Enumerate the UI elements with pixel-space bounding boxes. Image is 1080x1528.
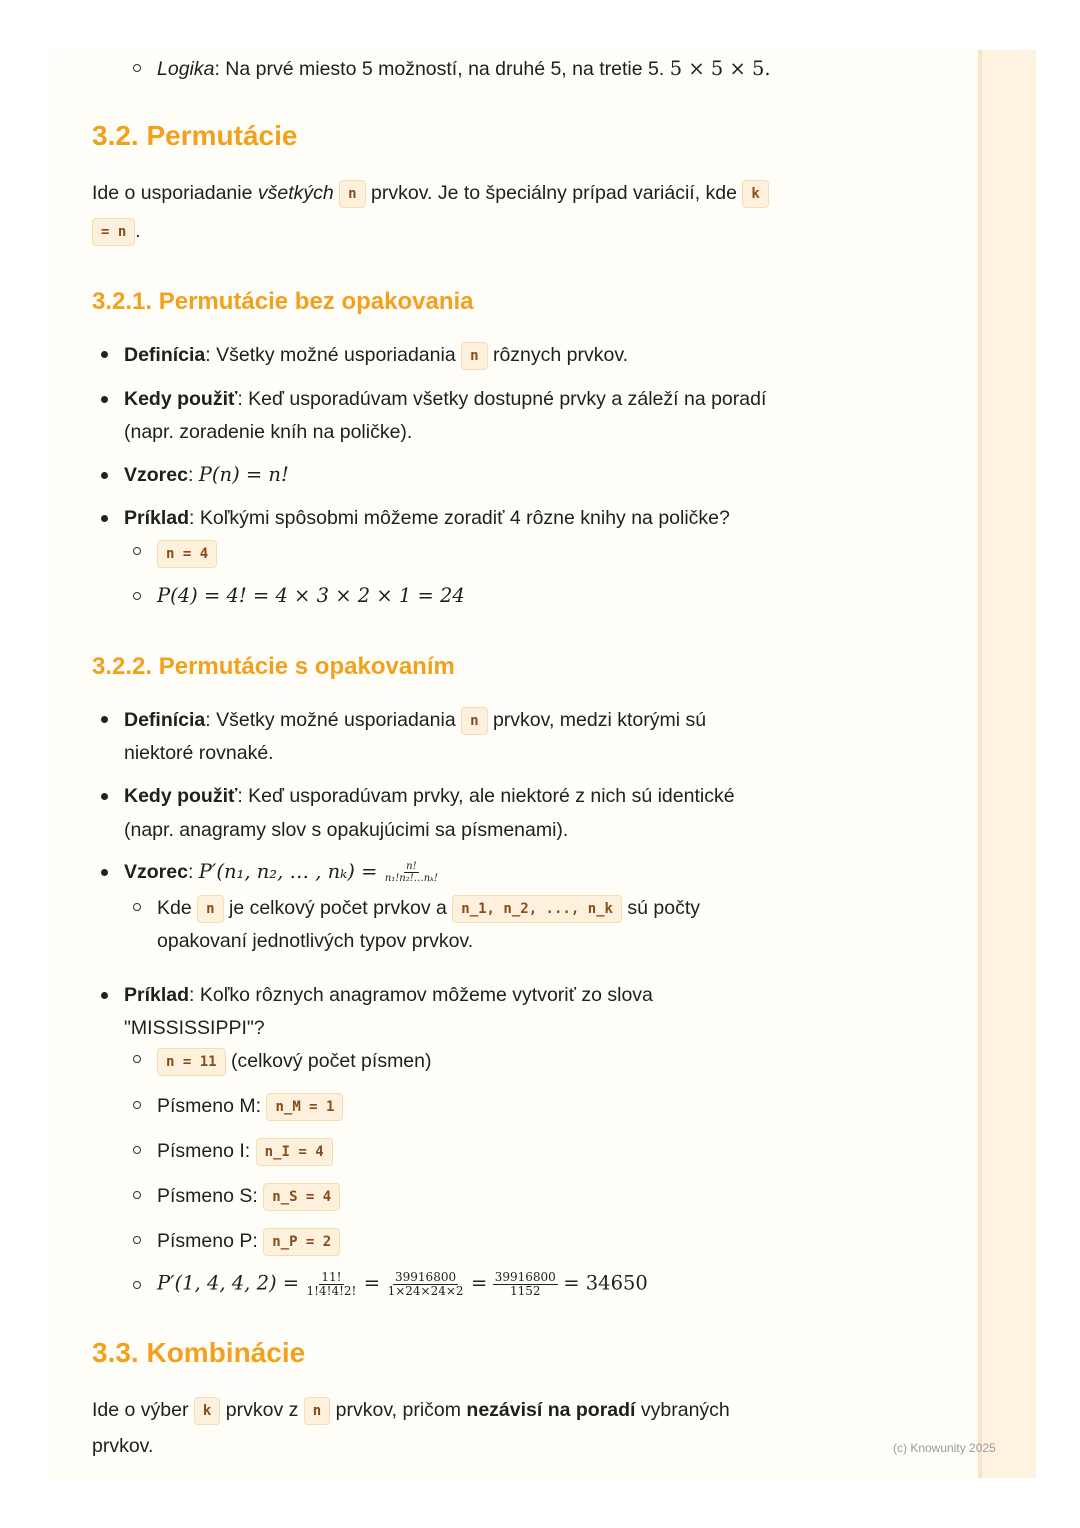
example-line <box>124 506 730 530</box>
item-code: n_S = 4 <box>263 1183 340 1211</box>
intro-end: . <box>135 220 141 243</box>
where-text-b: je celkový počet prvkov a <box>228 897 447 920</box>
example-item <box>157 1183 340 1211</box>
section-3-2-1-title: 3.2.1. Permutácie bez opakovania <box>92 288 474 315</box>
code-n-eq-4: n = 4 <box>157 540 217 568</box>
fraction-numerator: 11! <box>321 1270 342 1284</box>
formula-colon: : <box>187 861 199 883</box>
logic-text: : Na prvé miesto 5 možností, na druhé 5, na tretie 5. <box>214 58 665 80</box>
use-line-2: (napr. anagramy slov s opakujúcimi sa písmenami). <box>124 819 569 841</box>
item-label: Písmeno S: <box>157 1185 258 1208</box>
bullet <box>101 351 108 358</box>
use-line-2: (napr. zoradenie kníh na poličke). <box>124 421 413 443</box>
code-n: n <box>197 895 223 923</box>
formula-math: P(n) = n! <box>198 463 289 486</box>
bullet <box>101 515 108 522</box>
logic-line <box>157 57 771 81</box>
item-after: (celkový počet písmen) <box>231 1050 432 1073</box>
side-band <box>978 50 1036 1478</box>
item-code: n_P = 2 <box>263 1228 340 1256</box>
code-n: n <box>461 707 487 735</box>
example-item <box>157 1093 343 1121</box>
use-label: Kedy použiť <box>124 388 238 410</box>
sub-bullet <box>133 547 141 555</box>
bullet <box>101 793 108 800</box>
section-3-3-intro-cont: prvkov. <box>92 1435 154 1457</box>
result-line <box>157 1271 648 1298</box>
code-k: k <box>194 1397 220 1425</box>
bullet <box>101 869 108 876</box>
example-text-1: : Koľko rôznych anagramov môžeme vytvoriť zo slova <box>189 984 653 1006</box>
equals: = <box>363 1271 381 1295</box>
formula-lhs: P′(n₁, n₂, … , nₖ) = <box>198 860 378 883</box>
fraction-numerator: 39916800 <box>494 1270 556 1284</box>
intro-bold: nezávisí na poradí <box>466 1399 636 1422</box>
definition-text-b: rôznych prvkov. <box>492 344 629 367</box>
section-3-2-2-title: 3.2.2. Permutácie s opakovaním <box>92 653 455 680</box>
fraction-denominator: 1!4!4!2! <box>306 1284 357 1298</box>
intro-text-a: Ide o usporiadanie <box>92 182 258 205</box>
formula-label: Vzorec <box>124 464 188 486</box>
definition-line <box>124 342 628 370</box>
item-label: Písmeno I: <box>157 1140 251 1163</box>
item-code: n = 11 <box>157 1048 226 1076</box>
fraction-numerator: 39916800 <box>395 1270 457 1284</box>
formula-colon: : <box>187 464 199 486</box>
bullet <box>101 992 108 999</box>
example-math: P(4) = 4! = 4 × 3 × 2 × 1 = 24 <box>157 584 465 607</box>
use-label: Kedy použiť <box>124 785 238 807</box>
code-k: k <box>742 180 768 208</box>
section-3-3-intro <box>92 1397 730 1425</box>
result-value: = 34650 <box>563 1271 648 1295</box>
example-sub-1 <box>157 540 217 568</box>
definition-label: Definícia <box>124 709 206 732</box>
fraction-denominator: n₁!n₂!…nₖ! <box>384 873 438 885</box>
sub-bullet <box>133 1191 141 1199</box>
sub-bullet <box>133 1281 141 1289</box>
fraction-denominator: 1×24×24×2 <box>387 1284 464 1298</box>
code-n-list: n_1, n_2, ..., n_k <box>452 895 622 923</box>
example-label: Príklad <box>124 984 190 1006</box>
item-code: n_I = 4 <box>256 1138 333 1166</box>
example-text: : Koľkými spôsobmi môžeme zoradiť 4 rôzne knihy na poličke? <box>189 507 730 529</box>
definition-label: Definícia <box>124 344 206 367</box>
example-item <box>157 1138 333 1166</box>
use-line-1 <box>124 387 766 411</box>
sub-bullet <box>133 1146 141 1154</box>
formula-line <box>124 860 440 884</box>
example-item <box>157 1048 432 1076</box>
intro-text-a: Ide o výber <box>92 1399 189 1422</box>
where-text-a: Kde <box>157 897 192 920</box>
intro-text-c: prvkov, pričom <box>335 1399 461 1422</box>
sub-bullet <box>133 1236 141 1244</box>
intro-text-b: prvkov. Je to špeciálny prípad variácií, kde <box>371 182 737 205</box>
sub-bullet <box>133 1101 141 1109</box>
result-fraction-2 <box>386 1271 466 1298</box>
formula-label: Vzorec <box>124 861 188 883</box>
logic-term: Logika <box>157 58 215 80</box>
bullet <box>101 472 108 479</box>
section-3-2-intro <box>92 180 769 208</box>
logic-math: 5 × 5 × 5. <box>669 57 771 80</box>
example-sub-2 <box>157 584 465 608</box>
code-n: n <box>304 1397 330 1425</box>
intro-text-d: vybraných <box>640 1399 730 1422</box>
example-item <box>157 1228 340 1256</box>
formula-fraction <box>383 861 440 884</box>
code-eq-n: = n <box>92 218 135 246</box>
formula-line <box>124 463 289 487</box>
item-label: Písmeno M: <box>157 1095 262 1118</box>
result-fraction-3 <box>493 1271 558 1298</box>
where-text-c: sú počty <box>627 897 701 920</box>
sub-bullet <box>133 903 141 911</box>
credit: (c) Knowunity 2025 <box>893 1441 996 1455</box>
use-line-1 <box>124 784 735 808</box>
result-lhs: P′(1, 4, 4, 2) = <box>157 1271 300 1295</box>
fraction-denominator: 1152 <box>510 1284 541 1298</box>
definition-text-a: : Všetky možné usporiadania <box>205 709 456 732</box>
item-code: n_M = 1 <box>266 1093 343 1121</box>
use-text-1: : Keď usporadúvam všetky dostupné prvky a záleží na poradí <box>237 388 767 410</box>
use-text-1: : Keď usporadúvam prvky, ale niektoré z nich sú identické <box>237 785 735 807</box>
definition-text-a: : Všetky možné usporiadania <box>205 344 456 367</box>
equals: = <box>470 1271 488 1295</box>
code-n: n <box>461 342 487 370</box>
fraction-numerator: n! <box>406 861 417 873</box>
section-3-2-intro-cont <box>92 218 141 246</box>
bullet <box>101 396 108 403</box>
result-fraction-1 <box>305 1271 359 1298</box>
example-label: Príklad <box>124 507 190 529</box>
section-3-3-title: 3.3. Kombinácie <box>92 1337 306 1368</box>
where-line <box>157 895 700 923</box>
sub-bullet <box>133 1055 141 1063</box>
where-line-2: opakovaní jednotlivých typov prvkov. <box>157 930 474 952</box>
definition-text-b: prvkov, medzi ktorými sú <box>492 709 707 732</box>
item-label: Písmeno P: <box>157 1230 258 1253</box>
intro-text-b: prvkov z <box>225 1399 299 1422</box>
example-line <box>124 983 653 1007</box>
intro-emphasis: všetkých <box>257 182 334 205</box>
sub-bullet <box>133 592 141 600</box>
bullet <box>101 716 108 723</box>
definition-line <box>124 707 706 735</box>
example-line-2: "MISSISSIPPI"? <box>124 1017 265 1039</box>
section-3-2-title: 3.2. Permutácie <box>92 120 298 151</box>
code-n: n <box>339 180 365 208</box>
definition-line-2: niektoré rovnaké. <box>124 742 274 764</box>
sub-bullet <box>133 64 141 72</box>
